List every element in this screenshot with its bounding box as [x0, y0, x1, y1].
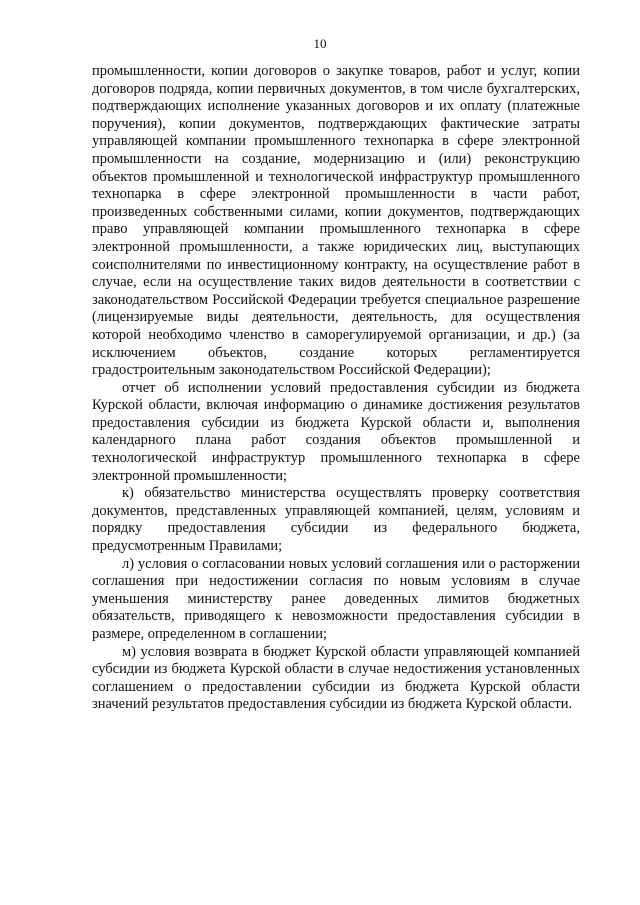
document-body [92, 63, 580, 714]
paragraph-item-m: м) условия возврата в бюджет Курской области управляющей компанией субсидии из бюджета Курской области в случае недостижения установленных соглашением о предоставлении субсидии из бюджета Курской области значений результатов предоставления субсидии из бюджета Курской области. [92, 643, 580, 713]
paragraph-item-l: л) условия о согласовании новых условий соглашения или о расторжении соглашения при недостижении согласия по новым условиям в случае уменьшения министерству ранее доведенных лимитов бюджетных обязательств, приводящего к невозможности предоставления субсидии в размере, определенном в соглашении; [92, 555, 580, 642]
page-number: 10 [313, 36, 327, 51]
paragraph-item-k: к) обязательство министерства осуществлять проверку соответствия документов, представленных управляющей компанией, целям, условиям и порядку предоставления субсидии из федерального бюджета, предусмотренным Правилами; [92, 485, 580, 555]
paragraph-report: отчет об исполнении условий предоставления субсидии из бюджета Курской области, включая информацию о динамике достижения результатов предоставления субсидии из бюджета Курской области и, выполнения календарного плана работ создания объектов промышленной и технологической инфраструктур промышленного технопарка в сфере электронной промышленности; [92, 379, 580, 484]
paragraph-documents-list: промышленности, копии договоров о закупке товаров, работ и услуг, копии договоров подряда, копии первичных документов, в том числе бухгалтерских, подтверждающих исполнение указанных договоров и их оплату (платежные поручения), копии документов, подтверждающих фактические затраты управляющей компании промышленного технопарка в сфере электронной промышленности на создание, модернизацию и (или) реконструкцию объектов промышленной и технологической инфраструктур промышленного технопарка в сфере электронной промышленности в части работ, произведенных собственными силами, копии документов, подтверждающих право управляющей компании промышленного технопарка в сфере электронной промышленности, а также юридических лиц, выступающих соисполнителями по инвестиционному контракту, на осуществление работ в случае, если на осуществление таких видов деятельности в соответствии с законодательством Российской Федерации требуется специальное разрешение (лицензируемые виды деятельности, деятельность, для осуществления которой необходимо членство в саморегулируемой организации, и др.) (за исключением объектов, создание которых регламентируется градостроительным законодательством Российской Федерации); [92, 63, 580, 379]
